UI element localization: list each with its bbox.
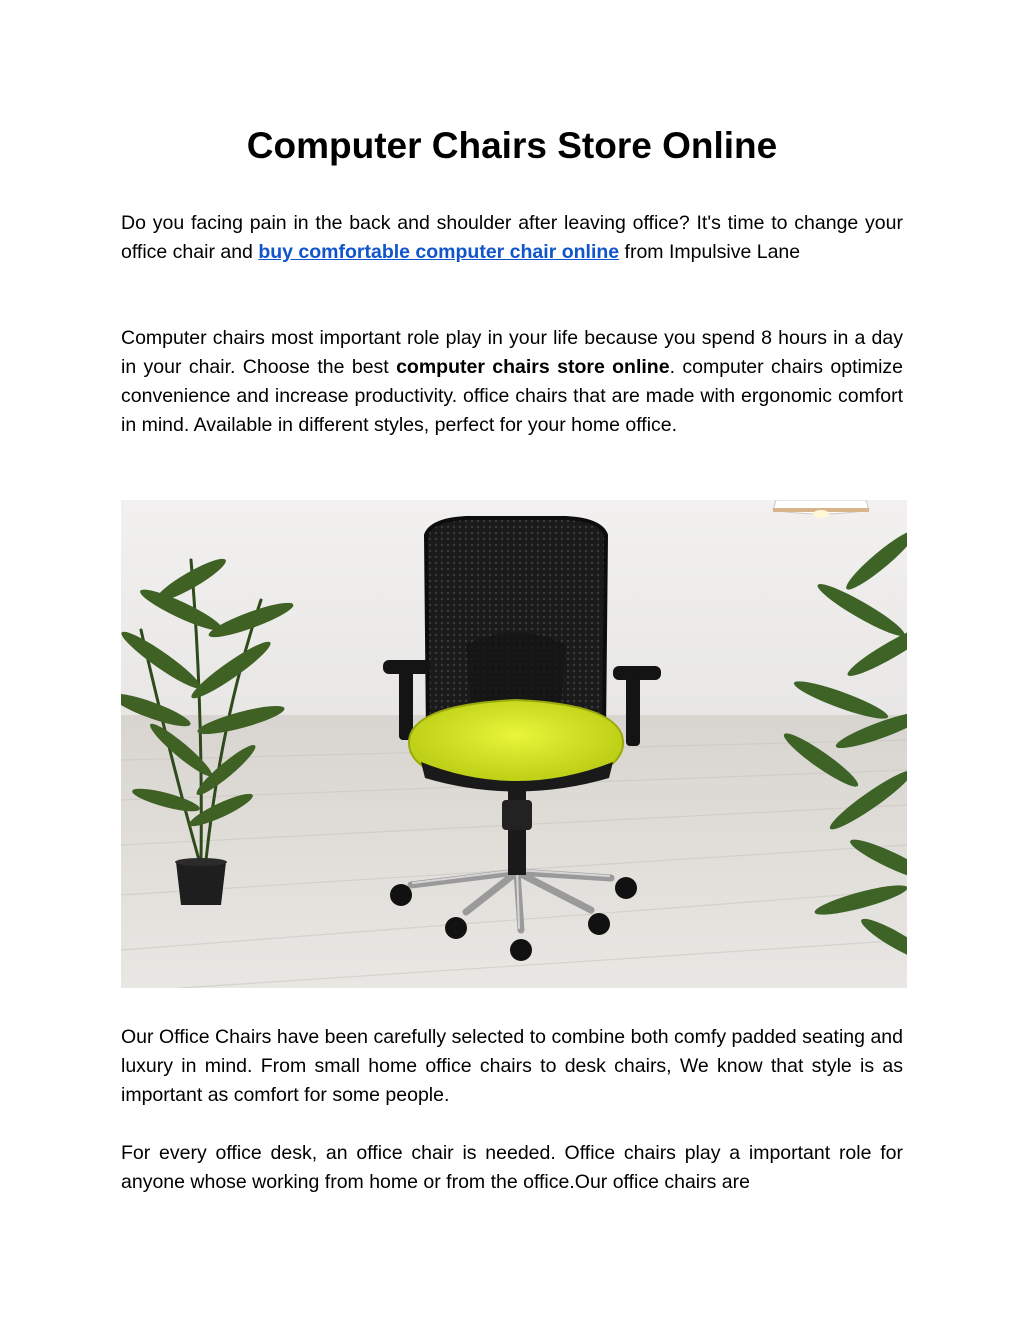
office-chair-photo	[121, 500, 907, 988]
buy-chair-link[interactable]: buy comfortable computer chair online	[258, 241, 620, 263]
intro-text: Do you facing pain in the back and shoulder after leaving office? It's time to change your office chair and	[121, 212, 903, 263]
intro-text-end: from Impulsive Lane	[619, 241, 801, 263]
need-paragraph: For every office desk, an office chair is needed. Office chairs play a important role for anyone whose working from home or from the office.Our office chairs are	[121, 1142, 903, 1193]
importance-text-end: . computer chairs optimize convenience and increase productivity. office chairs that are made with ergonomic comfort in mind. Available in different styles, perfect for your home office.	[121, 356, 903, 436]
intro-paragraph	[121, 209, 903, 267]
selection-paragraph: Our Office Chairs have been carefully selected to combine both comfy padded seating and luxury in mind. From small home office chairs to desk chairs, We know that style is as important as comfort for some people.	[121, 1026, 903, 1106]
importance-paragraph	[121, 324, 903, 440]
importance-text: Computer chairs most important role play in your life because you spend 8 hours in a day in your chair. Choose the best	[121, 327, 903, 378]
page-title: Computer Chairs Store Online	[246, 125, 778, 166]
bold-keyword: computer chairs store online	[396, 356, 670, 378]
